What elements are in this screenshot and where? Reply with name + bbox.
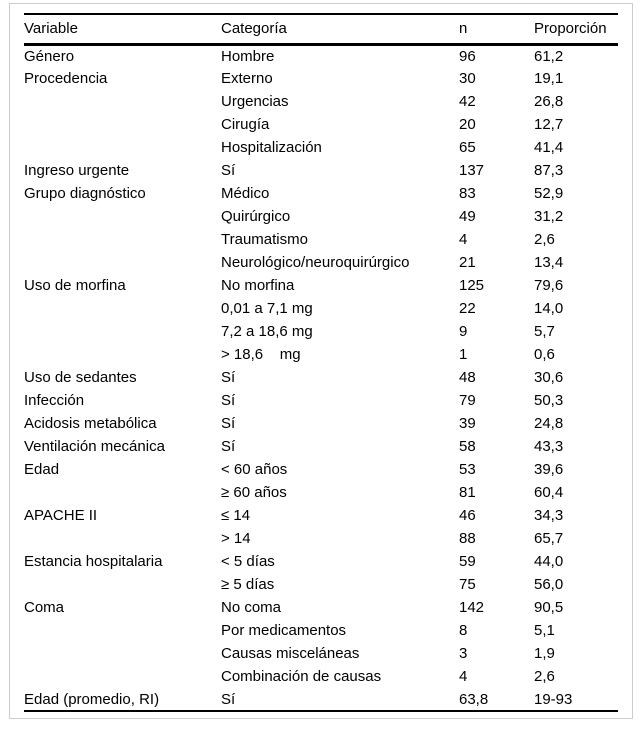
cell-proporcion: 87,3 [534, 162, 564, 179]
cell-proporcion: 30,6 [534, 369, 564, 386]
cell-n: 20 [459, 116, 476, 133]
cell-categoria: Traumatismo [221, 231, 308, 248]
cell-proporcion: 26,8 [534, 93, 564, 110]
cell-variable [24, 320, 221, 343]
cell-n: 30 [459, 70, 476, 87]
table-row [24, 228, 618, 251]
table-row [24, 159, 618, 182]
cell-n: 22 [459, 300, 476, 317]
cell-n: 49 [459, 208, 476, 225]
cell-proporcion: 31,2 [534, 208, 564, 225]
cell-proporcion: 19,1 [534, 70, 564, 87]
cell-n: 58 [459, 438, 476, 455]
cell-proporcion: 12,7 [534, 116, 564, 133]
cell-proporcion: 52,9 [534, 185, 564, 202]
col-header-categoria: Categoría [221, 20, 287, 38]
cell-categoria: Médico [221, 185, 270, 202]
table-row [24, 389, 618, 412]
cell-proporcion: 5,1 [534, 622, 555, 639]
cell-variable [24, 136, 221, 159]
cell-proporcion: 90,5 [534, 599, 564, 616]
table-row [24, 596, 618, 619]
cell-categoria: Sí [221, 438, 236, 455]
cell-proporcion: 13,4 [534, 254, 564, 271]
cell-categoria: No coma [221, 599, 282, 616]
cell-proporcion: 1,9 [534, 645, 555, 662]
cell-categoria: Cirugía [221, 116, 270, 133]
cell-proporcion: 2,6 [534, 231, 555, 248]
cell-variable [24, 619, 221, 642]
cell-n: 3 [459, 645, 468, 662]
cell-n: 39 [459, 415, 476, 432]
table-header [24, 14, 618, 44]
cell-proporcion: 50,3 [534, 392, 564, 409]
cell-variable [24, 642, 221, 665]
cell-variable: Coma [24, 599, 65, 616]
table-row [24, 44, 618, 67]
cell-variable: Uso de morfina [24, 277, 126, 294]
cell-variable: Edad [24, 461, 60, 478]
table-row [24, 504, 618, 527]
cell-variable: APACHE II [24, 507, 98, 524]
cell-proporcion: 79,6 [534, 277, 564, 294]
cell-proporcion: 43,3 [534, 438, 564, 455]
cell-categoria: > 14 [221, 530, 251, 547]
table-container [9, 3, 633, 719]
cell-n: 59 [459, 553, 476, 570]
cell-categoria: 0,01 a 7,1 mg [221, 300, 313, 317]
cell-n: 8 [459, 622, 468, 639]
cell-variable: Género [24, 47, 75, 65]
cell-variable [24, 228, 221, 251]
cell-n: 88 [459, 530, 476, 547]
table-row [24, 343, 618, 366]
cell-proporcion: 24,8 [534, 415, 564, 432]
table-row [24, 366, 618, 389]
cell-variable: Acidosis metabólica [24, 415, 157, 432]
table-row [24, 113, 618, 136]
cell-variable [24, 665, 221, 688]
cell-n: 46 [459, 507, 476, 524]
cell-n: 125 [459, 277, 485, 294]
cell-proporcion: 19-93 [534, 690, 573, 708]
cell-variable [24, 113, 221, 136]
cell-categoria: Sí [221, 392, 236, 409]
cell-categoria: Sí [221, 690, 236, 708]
cell-proporcion: 14,0 [534, 300, 564, 317]
table-row [24, 481, 618, 504]
table-row [24, 527, 618, 550]
cell-n: 65 [459, 139, 476, 156]
cell-categoria: Combinación de causas [221, 668, 382, 685]
table-row [24, 550, 618, 573]
cell-n: 42 [459, 93, 476, 110]
cell-categoria: Quirúrgico [221, 208, 291, 225]
cell-categoria: 7,2 a 18,6 mg [221, 323, 313, 340]
cell-variable: Procedencia [24, 70, 108, 87]
cell-proporcion: 60,4 [534, 484, 564, 501]
cell-categoria: Sí [221, 415, 236, 432]
cell-categoria: Neurológico/neuroquirúrgico [221, 254, 410, 271]
cell-proporcion: 56,0 [534, 576, 564, 593]
cell-variable: Edad (promedio, RI) [24, 690, 160, 708]
cell-categoria: Por medicamentos [221, 622, 347, 639]
cell-n: 53 [459, 461, 476, 478]
cell-variable [24, 297, 221, 320]
table-row [24, 458, 618, 481]
cell-proporcion: 65,7 [534, 530, 564, 547]
cell-n: 48 [459, 369, 476, 386]
cell-n: 137 [459, 162, 485, 179]
table-row [24, 274, 618, 297]
cell-variable: Ingreso urgente [24, 162, 130, 179]
cell-categoria: Hombre [221, 47, 275, 65]
cell-variable: Estancia hospitalaria [24, 553, 163, 570]
table-row [24, 297, 618, 320]
cell-categoria: Causas misceláneas [221, 645, 360, 662]
col-header-proporcion: Proporción [534, 20, 607, 38]
cell-n: 21 [459, 254, 476, 271]
cell-n: 142 [459, 599, 485, 616]
cell-variable: Ventilación mecánica [24, 438, 165, 455]
cell-proporcion: 5,7 [534, 323, 555, 340]
cell-n: 96 [459, 47, 476, 65]
cell-categoria: ≥ 60 años [221, 484, 287, 501]
cell-n: 1 [459, 346, 468, 363]
table-body [24, 44, 618, 711]
cell-proporcion: 61,2 [534, 47, 564, 65]
cell-variable [24, 90, 221, 113]
cell-n: 79 [459, 392, 476, 409]
cell-n: 4 [459, 231, 468, 248]
cell-n: 83 [459, 185, 476, 202]
cell-proporcion: 41,4 [534, 139, 564, 156]
cell-categoria: Sí [221, 162, 236, 179]
cell-proporcion: 44,0 [534, 553, 564, 570]
cell-categoria: Hospitalización [221, 139, 322, 156]
cell-variable: Grupo diagnóstico [24, 185, 146, 202]
cell-categoria: ≥ 5 días [221, 576, 275, 593]
cell-categoria: Urgencias [221, 93, 289, 110]
table-row [24, 619, 618, 642]
cell-categoria: No morfina [221, 277, 295, 294]
cell-variable [24, 481, 221, 504]
cell-variable [24, 527, 221, 550]
cell-variable: Uso de sedantes [24, 369, 137, 386]
cell-variable [24, 205, 221, 228]
table-row [24, 320, 618, 343]
header-row [24, 14, 618, 44]
table-row [24, 136, 618, 159]
cell-categoria: < 5 días [221, 553, 275, 570]
cell-n: 9 [459, 323, 468, 340]
cell-variable: Infección [24, 392, 85, 409]
col-header-n: n [459, 20, 468, 38]
table-row [24, 90, 618, 113]
cell-n: 63,8 [459, 690, 489, 708]
table-row [24, 688, 618, 711]
cell-proporcion: 39,6 [534, 461, 564, 478]
table-row [24, 642, 618, 665]
cell-n: 4 [459, 668, 468, 685]
cell-categoria: ≤ 14 [221, 507, 251, 524]
descriptive-statistics-table [24, 13, 618, 712]
cell-variable [24, 251, 221, 274]
cell-n: 81 [459, 484, 476, 501]
table-row [24, 412, 618, 435]
table-row [24, 205, 618, 228]
table-row [24, 665, 618, 688]
cell-categoria: > 18,6 mg [221, 346, 301, 363]
cell-categoria: Externo [221, 70, 273, 87]
cell-variable [24, 573, 221, 596]
cell-proporcion: 0,6 [534, 346, 555, 363]
cell-categoria: < 60 años [221, 461, 288, 478]
table-row [24, 182, 618, 205]
table-row [24, 67, 618, 90]
col-header-variable: Variable [24, 20, 78, 38]
table-row [24, 573, 618, 596]
table-row [24, 435, 618, 458]
cell-proporcion: 34,3 [534, 507, 564, 524]
cell-variable [24, 343, 221, 366]
cell-categoria: Sí [221, 369, 236, 386]
table-row [24, 251, 618, 274]
cell-n: 75 [459, 576, 476, 593]
cell-proporcion: 2,6 [534, 668, 555, 685]
